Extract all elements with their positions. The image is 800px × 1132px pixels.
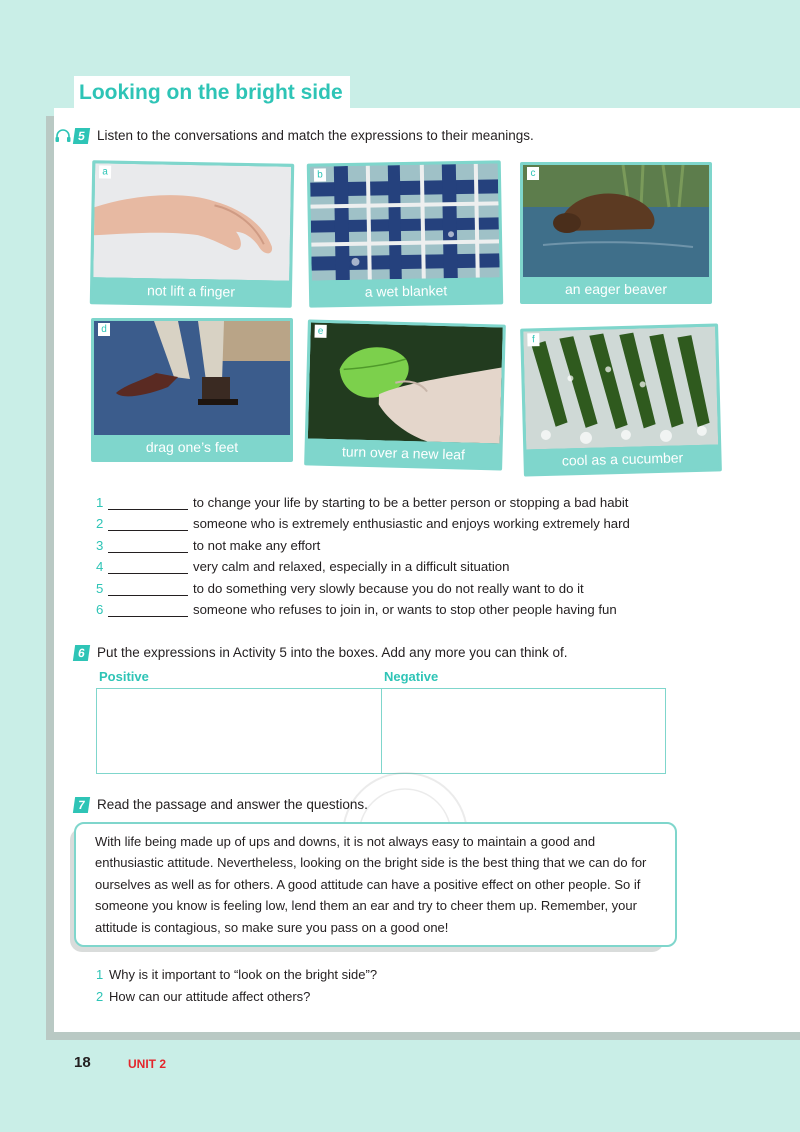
photo-a [90, 160, 294, 308]
answer-blank[interactable] [108, 539, 188, 553]
answer-blank[interactable] [108, 560, 188, 574]
photo-letter-f: f [527, 333, 539, 346]
section-title: Looking on the bright side [74, 76, 350, 108]
question-row: 2 How can our attitude affect others? [96, 988, 311, 1004]
answer-blank[interactable] [108, 517, 188, 531]
photo-e [304, 319, 506, 470]
unit-label: UNIT 2 [128, 1057, 167, 1071]
cucumbers-on-ice-image [523, 327, 718, 450]
activity-6-number: 6 [73, 645, 90, 661]
activity-7-number: 7 [73, 797, 90, 813]
hand-image [93, 163, 291, 280]
photo-letter-a: a [99, 165, 111, 178]
questions-list [96, 964, 377, 1007]
caption-a-wet-blanket: a wet blanket [312, 277, 500, 304]
photo-letter-e: e [314, 325, 326, 338]
activity-5-number: 5 [73, 128, 90, 144]
definition-row: 5 to do something very slowly because you do not really want to do it [96, 580, 584, 596]
definition-row: 1 to change your life by starting to be a better person or stopping a bad habit [96, 495, 629, 510]
beaver-image [523, 165, 709, 277]
definition-row: 3 to not make any effort [96, 537, 321, 553]
activity-6-instruction: 6 Put the expressions in Activity 5 into the boxes. Add any more you can think of. [74, 644, 568, 662]
reading-passage: With life being made up of ups and downs, it is not always easy to maintain a good and enthusiastic attitude. Nevertheless, looking on the bright side is the best thing that we can do for ourselves as well as for others. A good attitude can have a positive effect on other people. So if someone you know is feeling low, lend them an ear and try to cheer them up. Remember, your attitude is contagious, so make sure you pass on a good one! [74, 822, 677, 947]
activity-7-instruction: 7 Read the passage and answer the questions. [74, 796, 368, 814]
caption-turn-over-a-new-leaf: turn over a new leaf [307, 438, 500, 467]
headphones-icon [54, 129, 72, 143]
dragging-feet-image [94, 321, 290, 435]
caption-not-lift-a-finger: not lift a finger [93, 277, 289, 304]
definition-row: 6 someone who refuses to join in, or wants to stop other people having fun [96, 601, 617, 617]
definitions-list [96, 492, 696, 620]
photo-b [307, 160, 503, 307]
caption-an-eager-beaver: an eager beaver [523, 277, 709, 301]
answer-blank[interactable] [108, 496, 188, 510]
answer-blank[interactable] [108, 603, 188, 617]
definition-row: 4 very calm and relaxed, especially in a difficult situation [96, 559, 510, 575]
caption-cool-as-a-cucumber: cool as a cucumber [526, 444, 719, 473]
wet-blanket-image [310, 163, 500, 280]
positive-label: Positive [99, 669, 149, 684]
leaf-image [308, 323, 503, 444]
photo-letter-b: b [314, 168, 326, 181]
answer-blank[interactable] [108, 582, 188, 596]
page-number: 18 [74, 1054, 91, 1071]
photo-letter-d: d [98, 323, 110, 336]
photo-f [520, 323, 722, 476]
photo-letter-c: c [527, 167, 539, 180]
photo-c [520, 162, 712, 304]
question-row: 1 Why is it important to “look on the bright side”? [96, 967, 378, 982]
caption-drag-ones-feet: drag one’s feet [94, 435, 290, 459]
negative-label: Negative [384, 669, 439, 684]
photo-d [91, 318, 293, 462]
activity-5-instruction: 5 Listen to the conversations and match the expressions to their meanings. [74, 127, 534, 145]
definition-row: 2 someone who is extremely enthusiastic and enjoys working extremely hard [96, 516, 630, 532]
